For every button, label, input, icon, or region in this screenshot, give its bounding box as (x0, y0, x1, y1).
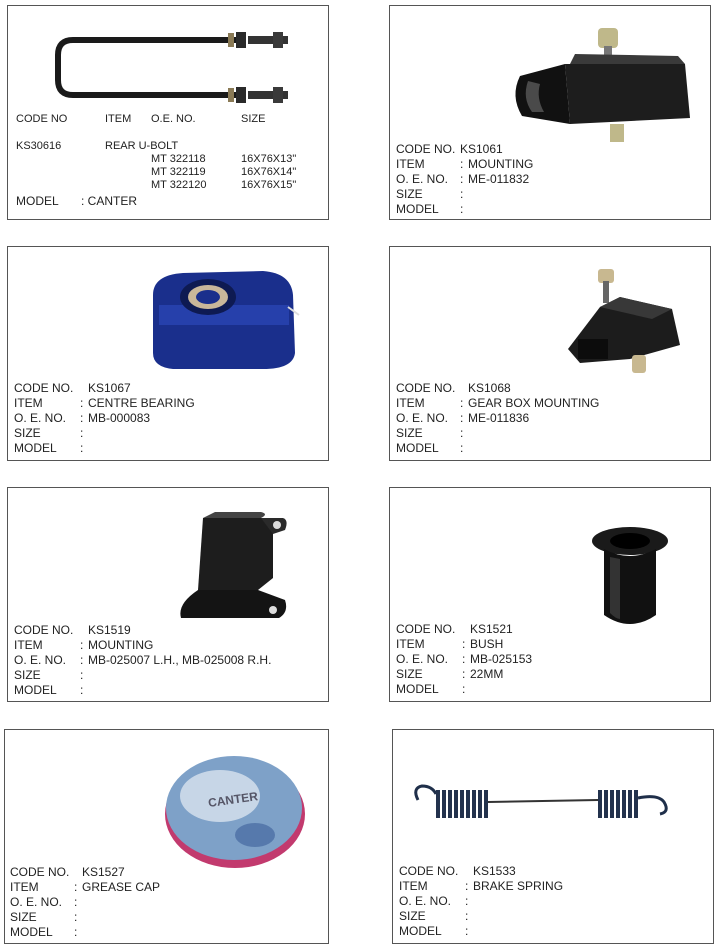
colon: : (462, 682, 466, 696)
size-value: 16X76X13" (241, 153, 297, 165)
label-size: SIZE (399, 909, 426, 923)
colon: : (460, 202, 464, 216)
label-code: CODE NO. (396, 622, 456, 636)
header-oe: O.E. NO. (151, 113, 196, 125)
label-model: MODEL (396, 441, 439, 455)
item-value: MOUNTING (88, 638, 154, 652)
oe-value: ME-011832 (468, 172, 530, 186)
label-code: CODE NO. (396, 381, 456, 395)
size-value: 16X76X14" (241, 166, 297, 178)
label-code: CODE NO. (14, 381, 74, 395)
label-oe: O. E. NO. (396, 411, 449, 425)
colon: : (80, 411, 84, 425)
gear-box-mounting-image (560, 267, 690, 387)
colon: : (460, 157, 464, 171)
code-value: KS1533 (473, 864, 516, 878)
brake-spring-image (408, 780, 698, 830)
label-oe: O. E. NO. (10, 895, 63, 909)
product-card-ks1521 (389, 487, 711, 702)
label-code: CODE NO. (10, 865, 70, 879)
cap-text: CANTER (207, 789, 259, 810)
label-size: SIZE (396, 426, 423, 440)
label-size: SIZE (14, 426, 41, 440)
oe-value: MT 322120 (151, 179, 207, 191)
item-value: BUSH (470, 637, 504, 651)
label-oe: O. E. NO. (396, 172, 449, 186)
label-model: MODEL (396, 202, 439, 216)
spec-block (14, 381, 195, 456)
item-value: MOUNTING (468, 157, 534, 171)
label-size: SIZE (10, 910, 37, 924)
item-value: GEAR BOX MOUNTING (468, 396, 600, 410)
bush-image (590, 523, 670, 633)
label-model: MODEL (14, 683, 57, 697)
label-item: ITEM (14, 638, 43, 652)
spec-block (396, 381, 599, 456)
item-value: REAR U-BOLT (105, 140, 179, 152)
colon: : (465, 924, 469, 938)
label-item: ITEM (10, 880, 39, 894)
size-value: 22MM (470, 667, 504, 681)
label-oe: O. E. NO. (14, 411, 67, 425)
label-item: ITEM (396, 396, 425, 410)
colon: : (80, 396, 84, 410)
colon: : (460, 426, 464, 440)
colon: : (80, 653, 84, 667)
label-item: ITEM (396, 157, 425, 171)
colon: : (460, 411, 464, 425)
oe-value: MB-000083 (88, 411, 151, 425)
label-model: MODEL (396, 682, 439, 696)
oe-value: MT 322119 (151, 166, 206, 178)
spec-block (14, 623, 271, 698)
colon: : (74, 895, 78, 909)
header-size: SIZE (241, 113, 266, 125)
colon: : (80, 441, 84, 455)
model-label: MODEL (16, 194, 59, 208)
code-value: KS1519 (88, 623, 131, 637)
colon: : (460, 187, 464, 201)
colon: : (465, 879, 469, 893)
code-value: KS1521 (470, 622, 513, 636)
mounting-bracket-image (173, 508, 293, 628)
colon: : (460, 396, 464, 410)
spec-block (10, 865, 160, 940)
label-item: ITEM (396, 637, 425, 651)
colon: : (74, 910, 78, 924)
colon: : (465, 894, 469, 908)
engine-mounting-image (510, 26, 700, 156)
product-card-ks1068 (389, 246, 711, 461)
product-card-ks1061 (389, 5, 711, 220)
product-card-ks1533 (392, 729, 714, 944)
colon: : (74, 880, 78, 894)
spec-block (396, 622, 532, 697)
label-code: CODE NO. (396, 142, 456, 156)
colon: : (80, 668, 84, 682)
model-value: : CANTER (81, 194, 138, 208)
product-card-ks30616 (7, 5, 329, 220)
oe-value: MB-025007 L.H., MB-025008 R.H. (88, 653, 272, 667)
label-item: ITEM (399, 879, 428, 893)
product-card-ks1067 (7, 246, 329, 461)
label-code: CODE NO. (399, 864, 459, 878)
label-oe: O. E. NO. (396, 652, 449, 666)
label-model: MODEL (399, 924, 442, 938)
product-card-ks1527 (4, 729, 329, 944)
header-item: ITEM (105, 113, 132, 125)
colon: : (462, 652, 466, 666)
colon: : (460, 172, 464, 186)
colon: : (80, 638, 84, 652)
code-value: KS1068 (468, 381, 511, 395)
label-item: ITEM (14, 396, 43, 410)
grease-cap-image (160, 750, 310, 870)
item-value: CENTRE BEARING (88, 396, 195, 410)
code-value: KS30616 (16, 140, 62, 152)
colon: : (74, 925, 78, 939)
code-value: KS1527 (82, 865, 125, 879)
colon: : (460, 441, 464, 455)
colon: : (80, 683, 84, 697)
colon: : (462, 667, 466, 681)
label-oe: O. E. NO. (14, 653, 67, 667)
code-value: KS1067 (88, 381, 131, 395)
label-model: MODEL (10, 925, 53, 939)
header-code: CODE NO (16, 113, 68, 125)
spec-block (399, 864, 563, 939)
label-model: MODEL (14, 441, 57, 455)
item-value: BRAKE SPRING (473, 879, 564, 893)
colon: : (80, 426, 84, 440)
label-code: CODE NO. (14, 623, 74, 637)
colon: : (465, 909, 469, 923)
product-card-ks1519 (7, 487, 329, 702)
label-size: SIZE (396, 187, 423, 201)
u-bolt-image (48, 20, 298, 110)
oe-value: MB-025153 (470, 652, 533, 666)
colon: : (462, 637, 466, 651)
oe-value: MT 322118 (151, 153, 206, 165)
label-oe: O. E. NO. (399, 894, 452, 908)
item-value: GREASE CAP (82, 880, 161, 894)
label-size: SIZE (396, 667, 423, 681)
oe-value: ME-011836 (468, 411, 530, 425)
size-value: 16X76X15" (241, 179, 297, 191)
label-size: SIZE (14, 668, 41, 682)
centre-bearing-image (143, 265, 303, 375)
spec-block (396, 142, 533, 217)
code-value: KS1061 (460, 142, 503, 156)
